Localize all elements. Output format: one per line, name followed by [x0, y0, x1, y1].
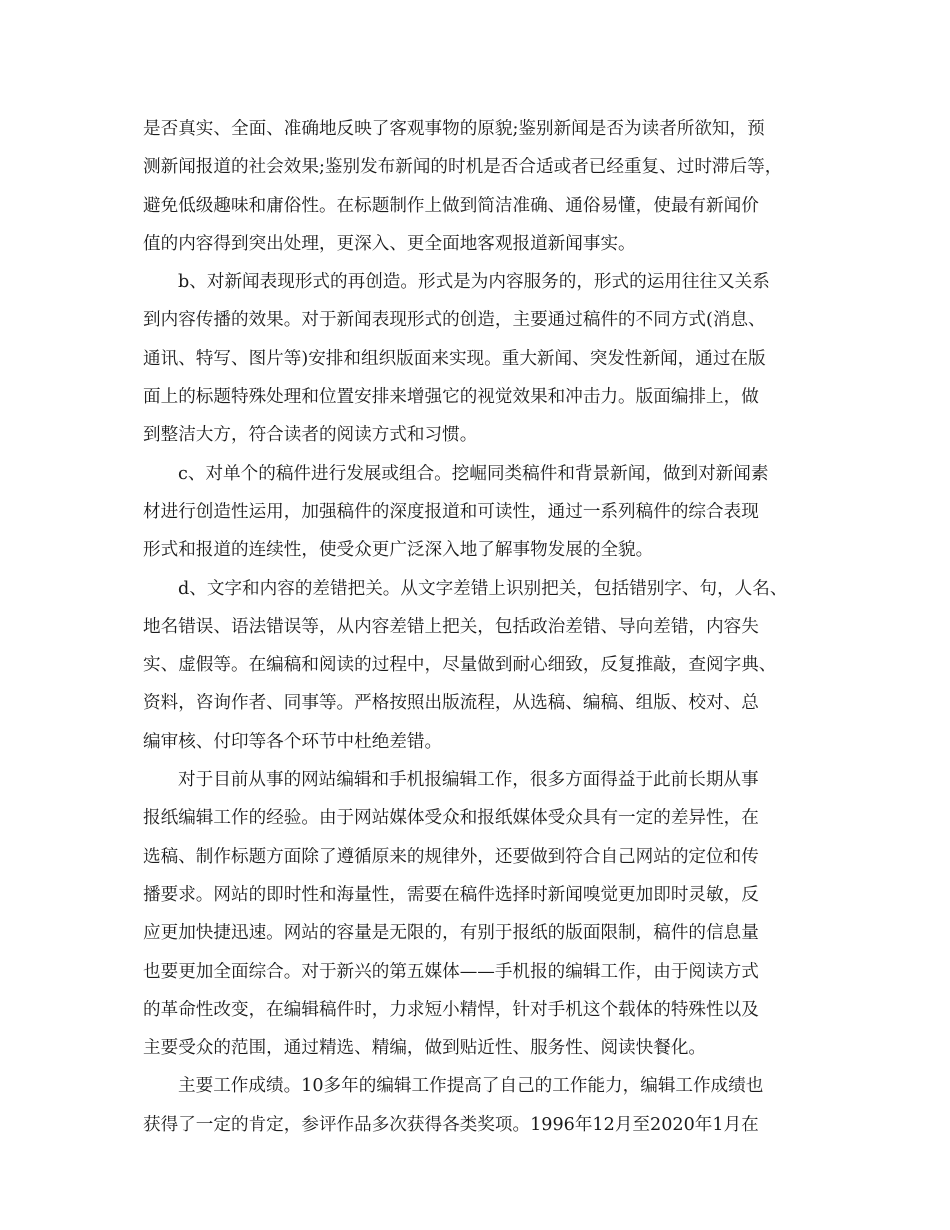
- text-line: 材进行创造性运用，加强稿件的深度报道和可读性，通过一系列稿件的综合表现: [143, 501, 759, 522]
- text-line: 编审核、付印等各个环节中杜绝差错。: [143, 731, 443, 752]
- text-line: 到整洁大方，符合读者的阅读方式和习惯。: [143, 425, 478, 446]
- text-line: 到内容传播的效果。对于新闻表现形式的创造，主要通过稿件的不同方式(消息、: [143, 310, 766, 331]
- text-line: 的革命性改变，在编辑稿件时，力求短小精悍，针对手机这个载体的特殊性以及: [143, 999, 759, 1020]
- text-line: 播要求。网站的即时性和海量性，需要在稿件选择时新闻嗅觉更加即时灵敏，反: [143, 884, 759, 905]
- text-line: 测新闻报道的社会效果;鉴别发布新闻的时机是否合适或者已经重复、过时滞后等，: [143, 157, 783, 178]
- document-body: [143, 110, 823, 1144]
- text-line: c、对单个的稿件进行发展或组合。挖崛同类稿件和背景新闻，做到对新闻素: [178, 463, 769, 484]
- text-line: 获得了一定的肯定，参评作品多次获得各类奖项。1996年12月至2020年1月在: [143, 1114, 759, 1135]
- text-line: 形式和报道的连续性，使受众更广泛深入地了解事物发展的全貌。: [143, 540, 654, 561]
- text-line: 也要更加全面综合。对于新兴的第五媒体——手机报的编辑工作，由于阅读方式: [143, 961, 759, 982]
- text-line: 选稿、制作标题方面除了遵循原来的规律外，还要做到符合自己网站的定位和传: [143, 846, 759, 867]
- text-line: b、对新闻表现形式的再创造。形式是为内容服务的，形式的运用往往又关系: [178, 272, 770, 293]
- text-line: 实、虚假等。在编稿和阅读的过程中，尽量做到耐心细致，反复推敲，查阅字典、: [143, 655, 777, 676]
- text-line: 通讯、特写、图片等)安排和组织版面来实现。重大新闻、突发性新闻，通过在版: [143, 348, 766, 369]
- text-line: 地名错误、语法错误等，从内容差错上把关，包括政治差错、导向差错，内容失: [143, 616, 759, 637]
- text-line: 避免低级趣味和庸俗性。在标题制作上做到简洁准确、通俗易懂，使最有新闻价: [143, 195, 759, 216]
- text-line: 资料，咨询作者、同事等。严格按照出版流程，从选稿、编稿、组版、校对、总: [143, 693, 759, 714]
- text-line: 应更加快捷迅速。网站的容量是无限的，有别于报纸的版面限制，稿件的信息量: [143, 923, 759, 944]
- text-line: 报纸编辑工作的经验。由于网站媒体受众和报纸媒体受众具有一定的差异性，在: [143, 808, 759, 829]
- text-line: 对于目前从事的网站编辑和手机报编辑工作，很多方面得益于此前长期从事: [178, 770, 759, 791]
- text-line: 主要工作成绩。10多年的编辑工作提高了自己的工作能力，编辑工作成绩也: [178, 1076, 764, 1097]
- text-line: 是否真实、全面、准确地反映了客观事物的原貌;鉴别新闻是否为读者所欲知，预: [143, 119, 765, 139]
- text-line: d、文字和内容的差错把关。从文字差错上识别把关，包括错别字、句，人名、: [178, 578, 788, 599]
- text-line: 主要受众的范围，通过精选、精编，做到贴近性、服务性、阅读快餐化。: [143, 1038, 707, 1059]
- text-line: 面上的标题特殊处理和位置安排来增强它的视觉效果和冲击力。版面编排上，做: [143, 387, 759, 408]
- text-line: 值的内容得到突出处理，更深入、更全面地客观报道新闻事实。: [143, 233, 636, 254]
